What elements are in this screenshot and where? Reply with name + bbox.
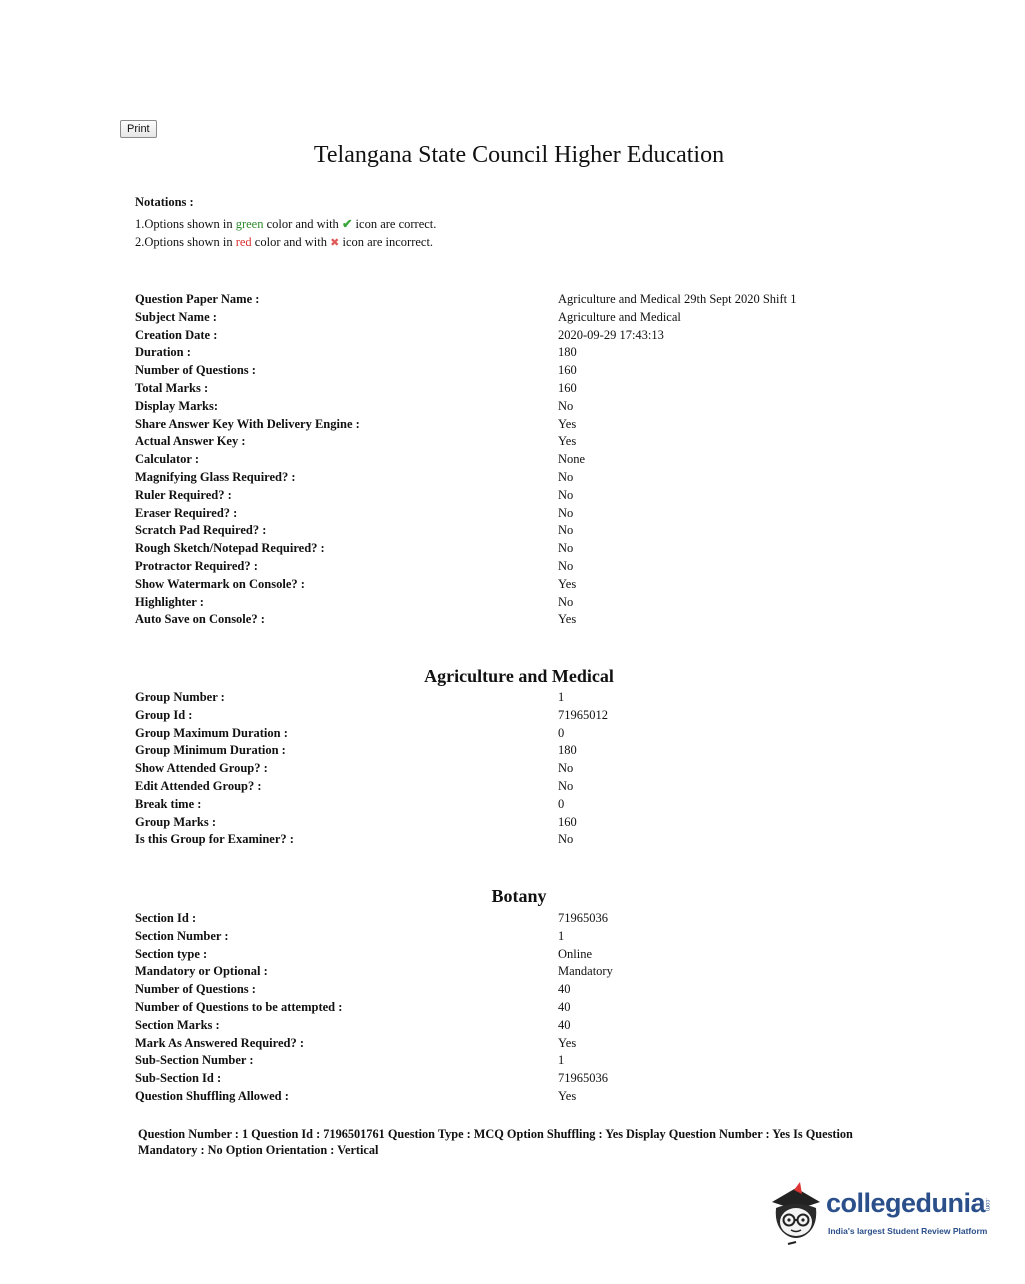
info-value: 160 — [558, 814, 577, 829]
info-row — [135, 1070, 895, 1088]
info-row — [135, 398, 895, 416]
logo-dotcom: .com — [984, 1198, 990, 1212]
info-row — [135, 831, 895, 849]
info-value: Yes — [558, 576, 577, 591]
info-value: No — [558, 523, 574, 538]
info-row — [135, 362, 895, 380]
info-value: 160 — [558, 380, 577, 395]
info-label: Highlighter : — [135, 594, 204, 609]
info-row — [135, 380, 895, 398]
info-row — [135, 522, 895, 540]
info-value: Yes — [558, 1035, 577, 1050]
mascot-icon — [766, 1180, 826, 1248]
info-label: Eraser Required? : — [135, 505, 238, 520]
info-row — [135, 309, 895, 327]
info-value: Yes — [558, 612, 577, 627]
info-value: 40 — [558, 999, 571, 1014]
notation-correct — [135, 216, 436, 232]
info-row — [135, 487, 895, 505]
info-label: Mark As Answered Required? : — [135, 1035, 304, 1050]
info-label: Edit Attended Group? : — [135, 778, 262, 793]
info-row — [135, 576, 895, 594]
red-word: red — [235, 235, 252, 249]
info-label: Creation Date : — [135, 327, 218, 342]
info-row — [135, 469, 895, 487]
info-row — [135, 451, 895, 469]
info-row — [135, 910, 895, 928]
info-label: Group Number : — [135, 690, 225, 704]
info-value: No — [558, 469, 574, 484]
info-value: 180 — [558, 743, 577, 758]
info-value: 180 — [558, 345, 577, 360]
info-label: Sub-Section Id : — [135, 1071, 222, 1086]
info-value: 0 — [558, 725, 565, 740]
info-row — [135, 558, 895, 576]
info-value: None — [558, 452, 586, 467]
info-row — [135, 611, 895, 629]
info-value: Yes — [558, 434, 577, 449]
info-row — [135, 1017, 895, 1035]
info-row — [135, 344, 895, 362]
info-value: 2020-09-29 17:43:13 — [558, 327, 664, 342]
info-label: Number of Questions to be attempted : — [135, 999, 343, 1014]
logo-brand: collegedunia — [826, 1188, 986, 1218]
info-label: Show Attended Group? : — [135, 761, 268, 776]
notation-text: 1.Options shown in — [135, 217, 236, 231]
notation-text: 2.Options shown in — [135, 235, 236, 249]
notation-text: color and with — [263, 217, 342, 231]
info-label: Calculator : — [135, 452, 199, 467]
info-value: No — [558, 594, 574, 609]
info-row — [135, 1035, 895, 1053]
info-row — [135, 725, 895, 743]
info-label: Question Paper Name : — [135, 292, 260, 306]
info-label: Section type : — [135, 946, 208, 961]
info-label: Protractor Required? : — [135, 558, 258, 573]
info-row — [135, 1088, 895, 1106]
notation-text: icon are correct. — [352, 217, 437, 231]
info-value: 71965036 — [558, 911, 608, 925]
info-row — [135, 946, 895, 964]
info-label: Ruler Required? : — [135, 487, 232, 502]
info-row — [135, 963, 895, 981]
info-row — [135, 291, 895, 309]
notations — [135, 195, 436, 253]
info-row — [135, 327, 895, 345]
info-row — [135, 594, 895, 612]
info-label: Number of Questions : — [135, 363, 256, 378]
group-info-table — [135, 689, 895, 849]
info-label: Subject Name : — [135, 309, 217, 324]
check-icon: ✔ — [341, 217, 353, 231]
info-value: Mandatory — [558, 964, 613, 979]
section-title: Botany — [491, 886, 547, 906]
group-title: Agriculture and Medical — [424, 666, 614, 686]
info-label: Scratch Pad Required? : — [135, 523, 267, 538]
notations-heading: Notations : — [135, 195, 194, 209]
info-label: Group Maximum Duration : — [135, 725, 288, 740]
info-value: No — [558, 832, 574, 847]
info-label: Display Marks: — [135, 398, 218, 413]
info-label: Auto Save on Console? : — [135, 612, 265, 627]
info-label: Section Marks : — [135, 1017, 220, 1032]
info-row — [135, 433, 895, 451]
info-row — [135, 981, 895, 999]
paper-info-table — [135, 291, 895, 629]
info-row — [135, 1052, 895, 1070]
notation-text: icon are incorrect. — [339, 235, 434, 249]
info-value: 1 — [558, 928, 565, 943]
info-label: Total Marks : — [135, 380, 209, 395]
info-value: 160 — [558, 363, 577, 378]
info-row — [135, 416, 895, 434]
info-row — [135, 540, 895, 558]
info-label: Magnifying Glass Required? : — [135, 469, 296, 484]
info-value: 40 — [558, 1017, 571, 1032]
info-row — [135, 796, 895, 814]
info-value: Online — [558, 946, 593, 961]
info-row — [135, 928, 895, 946]
info-label: Group Marks : — [135, 814, 217, 829]
info-value: No — [558, 778, 574, 793]
info-row — [135, 760, 895, 778]
info-label: Show Watermark on Console? : — [135, 576, 305, 591]
info-row — [135, 689, 895, 707]
info-label: Question Shuffling Allowed : — [135, 1088, 289, 1103]
info-row — [135, 778, 895, 796]
info-value: No — [558, 398, 574, 413]
info-label: Is this Group for Examiner? : — [135, 832, 294, 847]
info-value: No — [558, 541, 574, 556]
info-label: Section Number : — [135, 928, 229, 943]
info-value: 71965012 — [558, 707, 608, 722]
info-row — [135, 814, 895, 832]
logo-tagline: India's largest Student Review Platform — [828, 1226, 988, 1236]
question-header: Question Number : 1 Question Id : 7196501761 Question Type : MCQ Option Shuffling : Yes Display Question Number : Yes Is Question Mandatory : No Option Orientation : Vertical — [138, 1127, 853, 1157]
info-row — [135, 505, 895, 523]
info-label: Rough Sketch/Notepad Required? : — [135, 541, 325, 556]
info-label: Mandatory or Optional : — [135, 964, 268, 979]
info-value: Agriculture and Medical 29th Sept 2020 Shift 1 — [558, 292, 797, 306]
info-value: No — [558, 761, 574, 776]
info-value: No — [558, 487, 574, 502]
green-word: green — [235, 217, 264, 231]
info-value: 0 — [558, 796, 565, 811]
info-value: Yes — [558, 1088, 577, 1103]
info-row — [135, 707, 895, 725]
info-value: No — [558, 558, 574, 573]
info-value: Agriculture and Medical — [558, 309, 681, 324]
info-label: Share Answer Key With Delivery Engine : — [135, 416, 360, 431]
info-value: Yes — [558, 416, 577, 431]
info-label: Break time : — [135, 796, 202, 811]
info-value: 71965036 — [558, 1071, 608, 1086]
print-button[interactable]: Print — [120, 120, 157, 138]
info-value: 1 — [558, 690, 565, 704]
page-title: Telangana State Council Higher Education — [313, 142, 725, 168]
info-label: Section Id : — [135, 911, 197, 925]
section-info-table — [135, 910, 895, 1106]
info-label: Duration : — [135, 345, 191, 360]
info-value: 1 — [558, 1053, 565, 1068]
notation-text: color and with — [251, 235, 331, 249]
info-value: 40 — [558, 982, 571, 997]
info-label: Number of Questions : — [135, 982, 256, 997]
info-label: Group Minimum Duration : — [135, 743, 286, 758]
info-row — [135, 999, 895, 1017]
info-label: Sub-Section Number : — [135, 1053, 254, 1068]
info-value: No — [558, 505, 574, 520]
info-row — [135, 742, 895, 760]
info-label: Group Id : — [135, 707, 193, 722]
info-label: Actual Answer Key : — [135, 434, 246, 449]
collegedunia-logo — [766, 1180, 996, 1248]
notation-incorrect — [135, 235, 436, 250]
cross-icon: ✖ — [330, 237, 340, 249]
